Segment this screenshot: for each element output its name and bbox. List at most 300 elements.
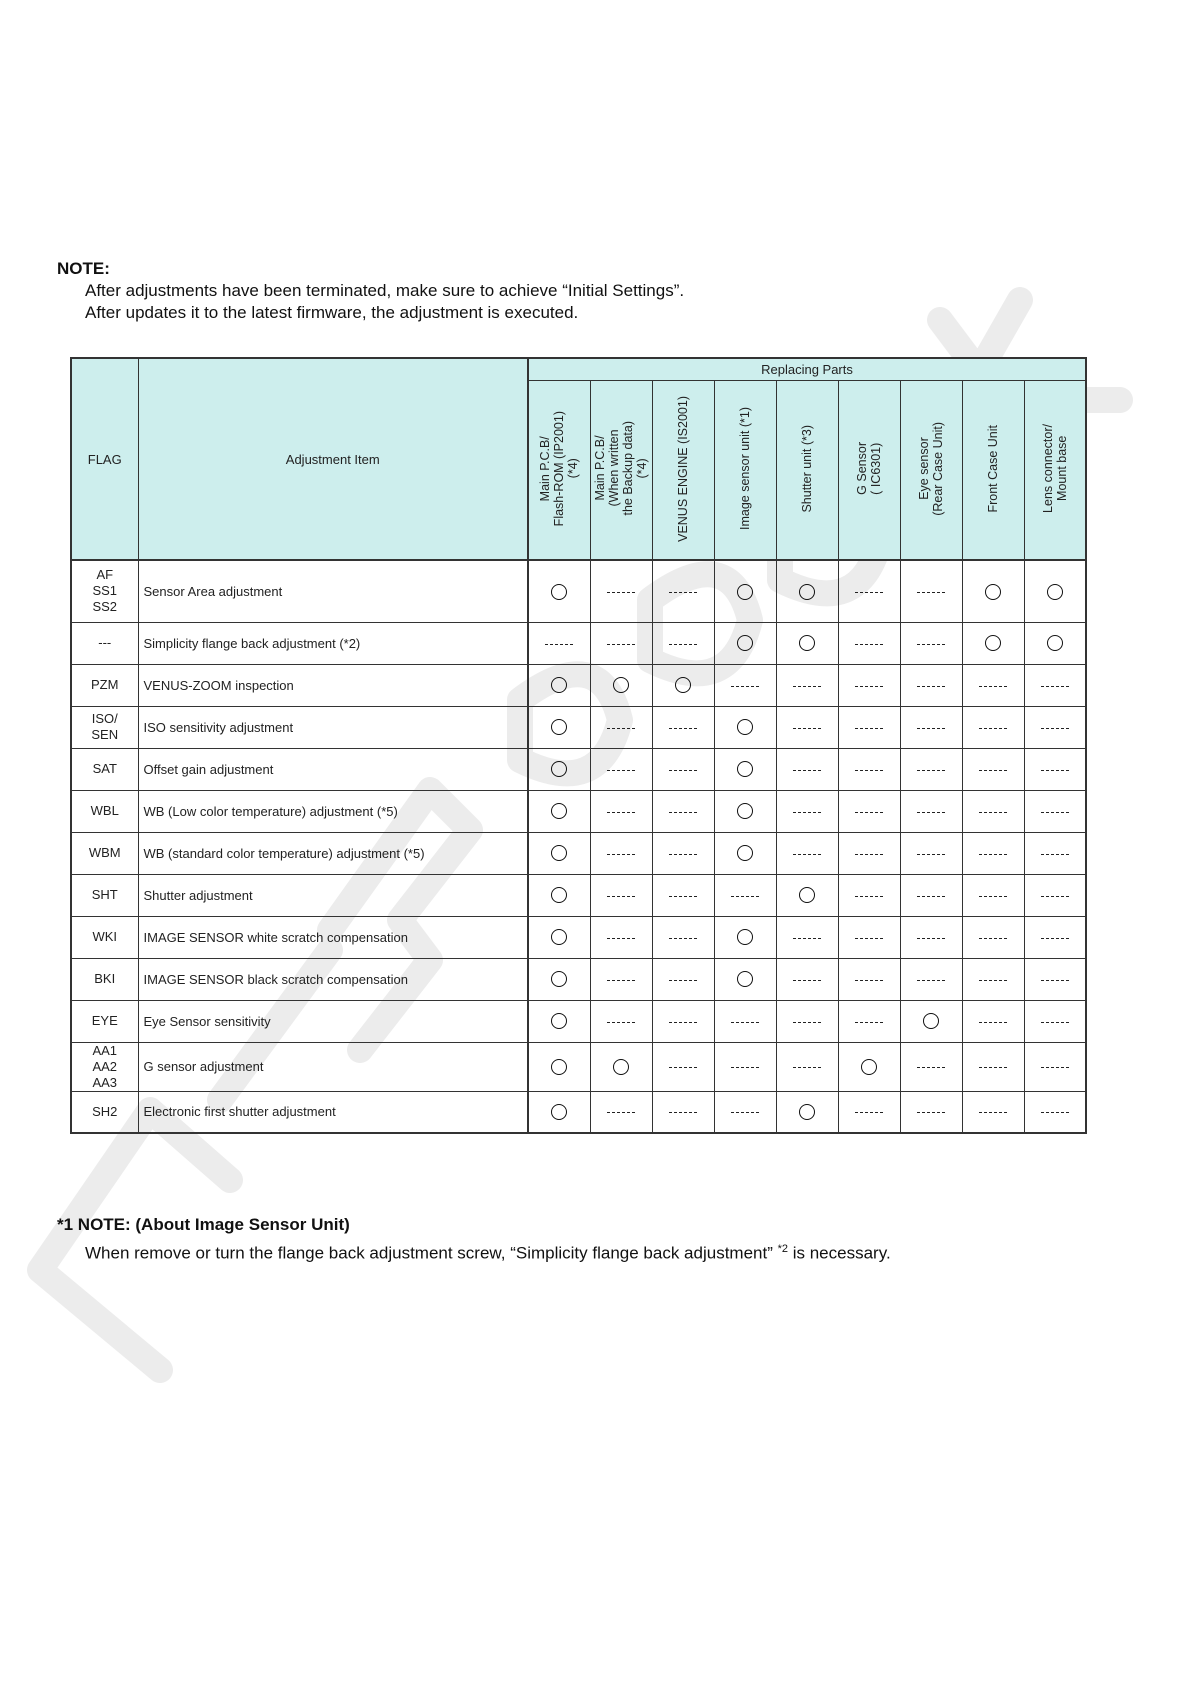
flag-cell: PZM (71, 664, 138, 706)
dash-mark-icon (607, 1112, 635, 1113)
mark-cell (962, 958, 1024, 1000)
mark-cell (962, 1000, 1024, 1042)
dash-mark-icon (979, 686, 1007, 687)
dash-mark-icon (669, 980, 697, 981)
note-line: After adjustments have been terminated, make sure to achieve “Initial Settings”. (85, 281, 685, 300)
dash-mark-icon (607, 592, 635, 593)
mark-cell (528, 560, 590, 622)
dash-mark-icon (607, 770, 635, 771)
dash-mark-icon (1041, 896, 1069, 897)
dash-mark-icon (669, 728, 697, 729)
dash-mark-icon (917, 728, 945, 729)
dash-mark-icon (855, 854, 883, 855)
mark-cell (714, 560, 776, 622)
flag-cell: SHT (71, 874, 138, 916)
dash-mark-icon (855, 728, 883, 729)
mark-cell (714, 706, 776, 748)
dash-mark-icon (1041, 854, 1069, 855)
mark-cell (900, 916, 962, 958)
mark-cell (652, 664, 714, 706)
mark-cell (714, 1000, 776, 1042)
mark-cell (528, 622, 590, 664)
mark-cell (776, 560, 838, 622)
dash-mark-icon (979, 812, 1007, 813)
mark-cell (962, 790, 1024, 832)
mark-cell (776, 1042, 838, 1091)
mark-cell (900, 958, 962, 1000)
dash-mark-icon (669, 812, 697, 813)
dash-mark-icon (1041, 1112, 1069, 1113)
mark-cell (962, 1042, 1024, 1091)
dash-mark-icon (793, 1022, 821, 1023)
circle-mark-icon (737, 803, 753, 819)
table-row (71, 958, 1086, 1000)
dash-mark-icon (855, 686, 883, 687)
note-heading: NOTE: (57, 259, 110, 278)
mark-cell (1024, 916, 1086, 958)
circle-mark-icon (551, 971, 567, 987)
flag-cell: WBL (71, 790, 138, 832)
dash-mark-icon (917, 980, 945, 981)
flag-cell: --- (71, 622, 138, 664)
footnote-text-part: When remove or turn the flange back adjustment screw, “Simplicity flange back adjustment” (85, 1243, 778, 1263)
table-row (71, 622, 1086, 664)
mark-cell (714, 748, 776, 790)
adjustment-item-cell: WB (standard color temperature) adjustment (*5) (138, 832, 528, 874)
circle-mark-icon (613, 677, 629, 693)
mark-cell (528, 664, 590, 706)
mark-cell (590, 622, 652, 664)
circle-mark-icon (551, 803, 567, 819)
adjustment-item-cell: ISO sensitivity adjustment (138, 706, 528, 748)
mark-cell (590, 560, 652, 622)
part-header (962, 381, 1024, 561)
part-header-label: Lens connector/ Mount base (1040, 424, 1069, 513)
dash-mark-icon (917, 896, 945, 897)
footnote-block (57, 1212, 891, 1266)
table-row (71, 916, 1086, 958)
adjustment-item-cell: VENUS-ZOOM inspection (138, 664, 528, 706)
dash-mark-icon (607, 980, 635, 981)
flag-cell: AF SS1 SS2 (71, 560, 138, 622)
dash-mark-icon (979, 728, 1007, 729)
adjustment-item-cell: Shutter adjustment (138, 874, 528, 916)
circle-mark-icon (799, 1104, 815, 1120)
part-header-label: VENUS ENGINE (IS2001) (676, 395, 690, 542)
mark-cell (652, 790, 714, 832)
mark-cell (714, 622, 776, 664)
dash-mark-icon (731, 1112, 759, 1113)
mark-cell (838, 706, 900, 748)
part-header (714, 381, 776, 561)
dash-mark-icon (1041, 686, 1069, 687)
mark-cell (838, 916, 900, 958)
flag-cell: WBM (71, 832, 138, 874)
adjustment-item-cell: Sensor Area adjustment (138, 560, 528, 622)
dash-mark-icon (607, 938, 635, 939)
dash-mark-icon (731, 1067, 759, 1068)
mark-cell (1024, 748, 1086, 790)
dash-mark-icon (669, 644, 697, 645)
circle-mark-icon (799, 887, 815, 903)
dash-mark-icon (979, 1112, 1007, 1113)
flag-cell: WKI (71, 916, 138, 958)
mark-cell (962, 560, 1024, 622)
dash-mark-icon (793, 728, 821, 729)
mark-cell (776, 1091, 838, 1133)
part-header (528, 381, 590, 561)
mark-cell (1024, 1091, 1086, 1133)
table-row (71, 1042, 1086, 1091)
mark-cell (652, 874, 714, 916)
mark-cell (714, 916, 776, 958)
flag-cell: BKI (71, 958, 138, 1000)
part-header (776, 381, 838, 561)
table-row (71, 664, 1086, 706)
dash-mark-icon (669, 854, 697, 855)
mark-cell (590, 1000, 652, 1042)
mark-cell (776, 622, 838, 664)
circle-mark-icon (551, 1104, 567, 1120)
mark-cell (714, 958, 776, 1000)
mark-cell (714, 874, 776, 916)
circle-mark-icon (551, 1013, 567, 1029)
mark-cell (590, 790, 652, 832)
replacing-parts-header: Replacing Parts (528, 358, 1086, 381)
mark-cell (900, 1042, 962, 1091)
circle-mark-icon (861, 1059, 877, 1075)
circle-mark-icon (551, 1059, 567, 1075)
dash-mark-icon (669, 1112, 697, 1113)
adjustment-item-cell: Eye Sensor sensitivity (138, 1000, 528, 1042)
mark-cell (776, 958, 838, 1000)
mark-cell (776, 916, 838, 958)
mark-cell (838, 664, 900, 706)
table-row (71, 1000, 1086, 1042)
dash-mark-icon (1041, 1022, 1069, 1023)
mark-cell (962, 874, 1024, 916)
circle-mark-icon (737, 761, 753, 777)
mark-cell (776, 664, 838, 706)
dash-mark-icon (855, 1112, 883, 1113)
dash-mark-icon (917, 686, 945, 687)
circle-mark-icon (737, 929, 753, 945)
table-row (71, 706, 1086, 748)
mark-cell (1024, 1042, 1086, 1091)
table-row (71, 560, 1086, 622)
flag-header: FLAG (71, 358, 138, 560)
flag-cell: AA1 AA2 AA3 (71, 1042, 138, 1091)
dash-mark-icon (669, 896, 697, 897)
circle-mark-icon (923, 1013, 939, 1029)
mark-cell (528, 748, 590, 790)
circle-mark-icon (551, 929, 567, 945)
circle-mark-icon (737, 635, 753, 651)
dash-mark-icon (855, 896, 883, 897)
part-header-label: Main P.C.B/ Flash-ROM (IP2001) (*4) (538, 410, 581, 527)
mark-cell (590, 1091, 652, 1133)
mark-cell (652, 560, 714, 622)
dash-mark-icon (855, 938, 883, 939)
part-header (1024, 381, 1086, 561)
mark-cell (590, 664, 652, 706)
mark-cell (838, 1042, 900, 1091)
mark-cell (714, 1042, 776, 1091)
mark-cell (776, 748, 838, 790)
dash-mark-icon (607, 1022, 635, 1023)
mark-cell (776, 832, 838, 874)
mark-cell (900, 748, 962, 790)
mark-cell (776, 790, 838, 832)
dash-mark-icon (793, 812, 821, 813)
adjustment-table (70, 357, 1087, 1134)
mark-cell (1024, 790, 1086, 832)
mark-cell (900, 1000, 962, 1042)
adjustment-item-cell: Offset gain adjustment (138, 748, 528, 790)
mark-cell (838, 1000, 900, 1042)
mark-cell (590, 958, 652, 1000)
dash-mark-icon (669, 1067, 697, 1068)
mark-cell (652, 1000, 714, 1042)
mark-cell (962, 748, 1024, 790)
mark-cell (652, 706, 714, 748)
circle-mark-icon (985, 584, 1001, 600)
dash-mark-icon (917, 1112, 945, 1113)
dash-mark-icon (917, 1067, 945, 1068)
mark-cell (652, 748, 714, 790)
mark-cell (900, 664, 962, 706)
footnote-text-part: is necessary. (788, 1243, 891, 1263)
flag-cell: EYE (71, 1000, 138, 1042)
mark-cell (714, 664, 776, 706)
mark-cell (652, 1091, 714, 1133)
mark-cell (1024, 832, 1086, 874)
circle-mark-icon (551, 845, 567, 861)
circle-mark-icon (551, 677, 567, 693)
mark-cell (962, 706, 1024, 748)
footnote-text (57, 1237, 891, 1266)
part-header-label: G Sensor ( IC6301) (855, 442, 883, 495)
mark-cell (900, 560, 962, 622)
mark-cell (1024, 958, 1086, 1000)
mark-cell (776, 1000, 838, 1042)
dash-mark-icon (979, 1022, 1007, 1023)
circle-mark-icon (985, 635, 1001, 651)
flag-cell: SH2 (71, 1091, 138, 1133)
dash-mark-icon (731, 1022, 759, 1023)
footnote-heading: *1 NOTE: (About Image Sensor Unit) (57, 1215, 350, 1234)
mark-cell (776, 706, 838, 748)
circle-mark-icon (1047, 584, 1063, 600)
dash-mark-icon (855, 770, 883, 771)
dash-mark-icon (1041, 812, 1069, 813)
circle-mark-icon (551, 887, 567, 903)
part-header (900, 381, 962, 561)
dash-mark-icon (731, 896, 759, 897)
mark-cell (1024, 874, 1086, 916)
dash-mark-icon (669, 592, 697, 593)
dash-mark-icon (793, 770, 821, 771)
mark-cell (838, 622, 900, 664)
dash-mark-icon (793, 854, 821, 855)
dash-mark-icon (607, 812, 635, 813)
mark-cell (838, 790, 900, 832)
mark-cell (838, 1091, 900, 1133)
mark-cell (714, 832, 776, 874)
mark-cell (900, 790, 962, 832)
mark-cell (590, 874, 652, 916)
mark-cell (962, 622, 1024, 664)
table-row (71, 748, 1086, 790)
dash-mark-icon (669, 938, 697, 939)
mark-cell (528, 832, 590, 874)
dash-mark-icon (607, 896, 635, 897)
dash-mark-icon (917, 938, 945, 939)
mark-cell (652, 832, 714, 874)
mark-cell (528, 1000, 590, 1042)
dash-mark-icon (855, 644, 883, 645)
mark-cell (528, 1091, 590, 1133)
mark-cell (590, 832, 652, 874)
mark-cell (652, 1042, 714, 1091)
adjustment-item-cell: Electronic first shutter adjustment (138, 1091, 528, 1133)
part-header-label: Eye sensor (Rear Case Unit) (917, 421, 945, 516)
adjustment-item-cell: G sensor adjustment (138, 1042, 528, 1091)
dash-mark-icon (607, 728, 635, 729)
flag-cell: SAT (71, 748, 138, 790)
dash-mark-icon (793, 1067, 821, 1068)
mark-cell (1024, 1000, 1086, 1042)
note-block (57, 258, 684, 324)
part-header (652, 381, 714, 561)
mark-cell (900, 1091, 962, 1133)
dash-mark-icon (545, 644, 573, 645)
mark-cell (528, 916, 590, 958)
footnote-superscript: *2 (777, 1243, 788, 1255)
adjustment-item-cell: Simplicity flange back adjustment (*2) (138, 622, 528, 664)
mark-cell (528, 1042, 590, 1091)
adjustment-item-cell: WB (Low color temperature) adjustment (*5) (138, 790, 528, 832)
mark-cell (1024, 664, 1086, 706)
table-row (71, 1091, 1086, 1133)
dash-mark-icon (793, 686, 821, 687)
mark-cell (900, 874, 962, 916)
mark-cell (962, 1091, 1024, 1133)
mark-cell (900, 706, 962, 748)
dash-mark-icon (1041, 980, 1069, 981)
dash-mark-icon (1041, 770, 1069, 771)
mark-cell (1024, 560, 1086, 622)
circle-mark-icon (799, 584, 815, 600)
dash-mark-icon (979, 854, 1007, 855)
mark-cell (714, 790, 776, 832)
dash-mark-icon (855, 592, 883, 593)
table-row (71, 832, 1086, 874)
dash-mark-icon (917, 592, 945, 593)
circle-mark-icon (799, 635, 815, 651)
mark-cell (528, 790, 590, 832)
dash-mark-icon (855, 980, 883, 981)
mark-cell (838, 874, 900, 916)
dash-mark-icon (917, 854, 945, 855)
circle-mark-icon (737, 845, 753, 861)
mark-cell (1024, 706, 1086, 748)
circle-mark-icon (737, 584, 753, 600)
circle-mark-icon (551, 719, 567, 735)
mark-cell (590, 706, 652, 748)
circle-mark-icon (1047, 635, 1063, 651)
mark-cell (962, 664, 1024, 706)
adjustment-item-cell: IMAGE SENSOR black scratch compensation (138, 958, 528, 1000)
dash-mark-icon (1041, 728, 1069, 729)
dash-mark-icon (855, 812, 883, 813)
mark-cell (652, 916, 714, 958)
mark-cell (528, 874, 590, 916)
mark-cell (590, 916, 652, 958)
dash-mark-icon (917, 812, 945, 813)
part-header-label: Main P.C.B/ (When written the Backup data) (*4) (593, 421, 649, 516)
mark-cell (962, 916, 1024, 958)
mark-cell (714, 1091, 776, 1133)
mark-cell (900, 622, 962, 664)
mark-cell (776, 874, 838, 916)
adjustment-item-cell: IMAGE SENSOR white scratch compensation (138, 916, 528, 958)
dash-mark-icon (731, 686, 759, 687)
circle-mark-icon (737, 719, 753, 735)
dash-mark-icon (979, 896, 1007, 897)
dash-mark-icon (793, 980, 821, 981)
dash-mark-icon (917, 644, 945, 645)
part-header-label: Shutter unit (*3) (800, 424, 814, 513)
dash-mark-icon (669, 770, 697, 771)
dash-mark-icon (669, 1022, 697, 1023)
mark-cell (838, 832, 900, 874)
mark-cell (652, 622, 714, 664)
dash-mark-icon (607, 644, 635, 645)
mark-cell (838, 958, 900, 1000)
mark-cell (838, 560, 900, 622)
mark-cell (900, 832, 962, 874)
part-header (590, 381, 652, 561)
flag-cell: ISO/ SEN (71, 706, 138, 748)
mark-cell (838, 748, 900, 790)
circle-mark-icon (613, 1059, 629, 1075)
dash-mark-icon (1041, 938, 1069, 939)
dash-mark-icon (607, 854, 635, 855)
circle-mark-icon (551, 761, 567, 777)
dash-mark-icon (855, 1022, 883, 1023)
dash-mark-icon (917, 770, 945, 771)
mark-cell (590, 748, 652, 790)
table-row (71, 790, 1086, 832)
mark-cell (652, 958, 714, 1000)
dash-mark-icon (1041, 1067, 1069, 1068)
dash-mark-icon (979, 980, 1007, 981)
part-header-label: Front Case Unit (986, 424, 1000, 513)
mark-cell (528, 958, 590, 1000)
dash-mark-icon (979, 1067, 1007, 1068)
note-line: After updates it to the latest firmware, the adjustment is executed. (85, 303, 579, 322)
mark-cell (962, 832, 1024, 874)
mark-cell (590, 1042, 652, 1091)
mark-cell (1024, 622, 1086, 664)
circle-mark-icon (675, 677, 691, 693)
table-row (71, 874, 1086, 916)
mark-cell (528, 706, 590, 748)
dash-mark-icon (793, 938, 821, 939)
dash-mark-icon (979, 770, 1007, 771)
part-header (838, 381, 900, 561)
